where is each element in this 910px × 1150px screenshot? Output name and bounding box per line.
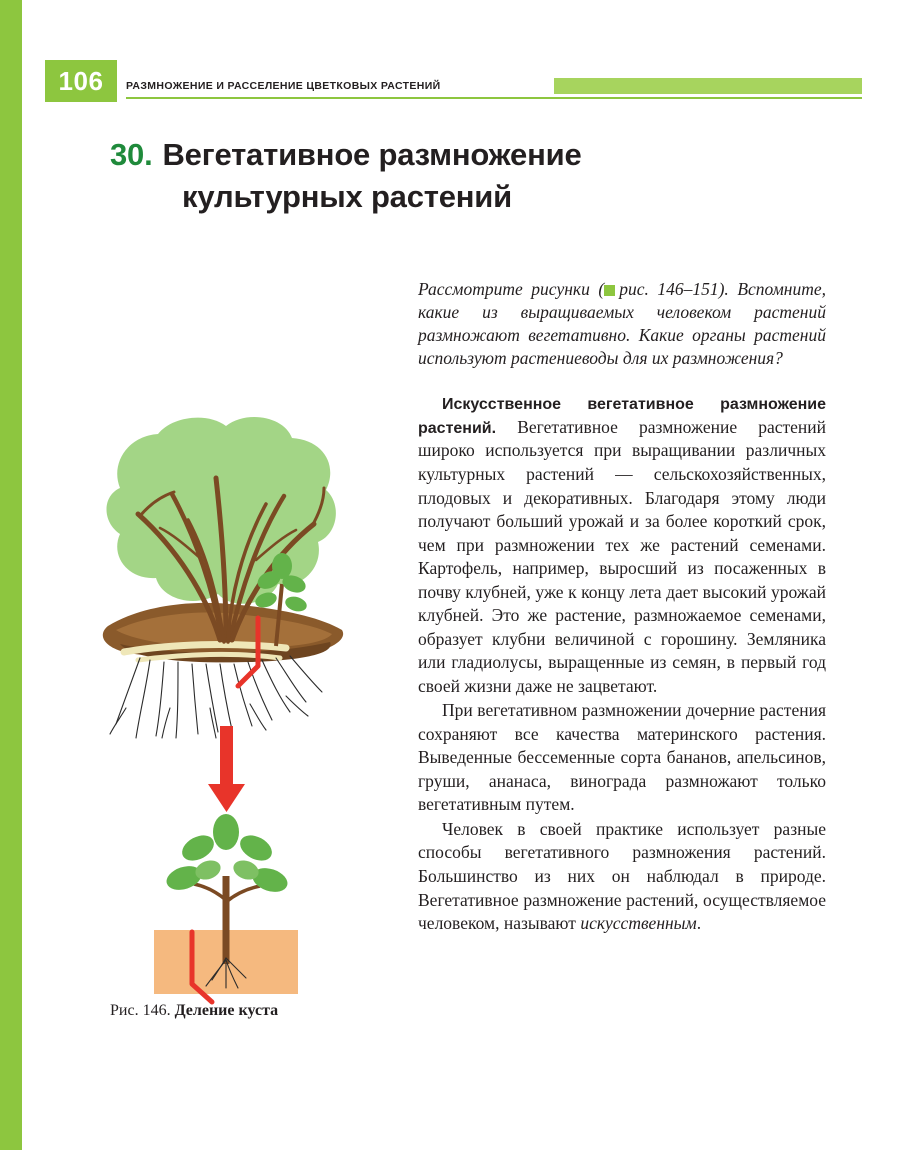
paragraph-2-text: При вегетативном размножении дочерние растения сохраняют все качества материнского растения. Выведенные бессеменные сорта бананов, апельсинов, груши, ананаса, винограда размножают только вегетативным путем. (418, 700, 826, 815)
paragraph-1 (418, 392, 826, 698)
left-green-bar (0, 0, 22, 1150)
header-rule (126, 97, 862, 99)
figure-caption-label: Рис. 146. (110, 1002, 171, 1019)
running-head: РАЗМНОЖЕНИЕ И РАССЕЛЕНИЕ ЦВЕТКОВЫХ РАСТЕНИЙ (126, 80, 441, 92)
section-number: 30. (110, 137, 153, 172)
figure-caption (110, 1002, 278, 1020)
green-square-icon (604, 285, 615, 296)
down-arrow-icon (208, 726, 245, 812)
roots (110, 656, 322, 738)
page-title (110, 134, 750, 218)
body-text-column (418, 278, 826, 936)
paragraph-3-text: Человек в своей практике использует разные способы вегетативного размножения растений. Большинство из них он наблюдал в природе. Вегетативное размножение растений, осуществляемое человеком, называют (418, 818, 826, 934)
lead-task-paragraph (418, 278, 826, 370)
paragraph-3-tail: . (696, 913, 702, 934)
title-line-1 (110, 134, 750, 176)
figure-146 (80, 408, 380, 1028)
paragraph-1-run-in: Искусственное вегетативное размножение растений. (418, 396, 826, 437)
lead-task-before: Рассмотрите рисунки ( (418, 279, 605, 299)
title-text-2: культурных растений (182, 178, 513, 214)
header-green-block (554, 78, 862, 94)
paragraph-2 (418, 699, 826, 817)
paragraph-1-text: Вегетативное размножение растений широко используется при выращивании различных культурных растений — сельскохозяйственных, плодовых и декоративных. Благодаря этому люди получают больший урожай и за более короткий срок, чем при размножении тех же растений семенами. Картофель, например, выросший из посаженных в почву клубней, уже к концу лета дает высокий урожай клубней. Это же растение, размножаемое семенами, образует клубни величиной с горошину. Земляника или гладиолусы, выращенные из семян, в первый год своей жизни даже не зацветают. (418, 416, 826, 696)
paragraph-3-italic-term: искусственным (580, 913, 697, 934)
figure-caption-title: Деление куста (174, 1002, 279, 1019)
lead-task-ref: рис. 146–151). Вспомните, какие из выращиваемых человеком растений размножают вегетативно. Какие органы растений используют растениеводы для их размножения? (418, 279, 826, 369)
page-number: 106 (45, 60, 117, 102)
paragraph-3 (418, 818, 826, 936)
title-text-1: Вегетативное размножение (162, 137, 582, 172)
